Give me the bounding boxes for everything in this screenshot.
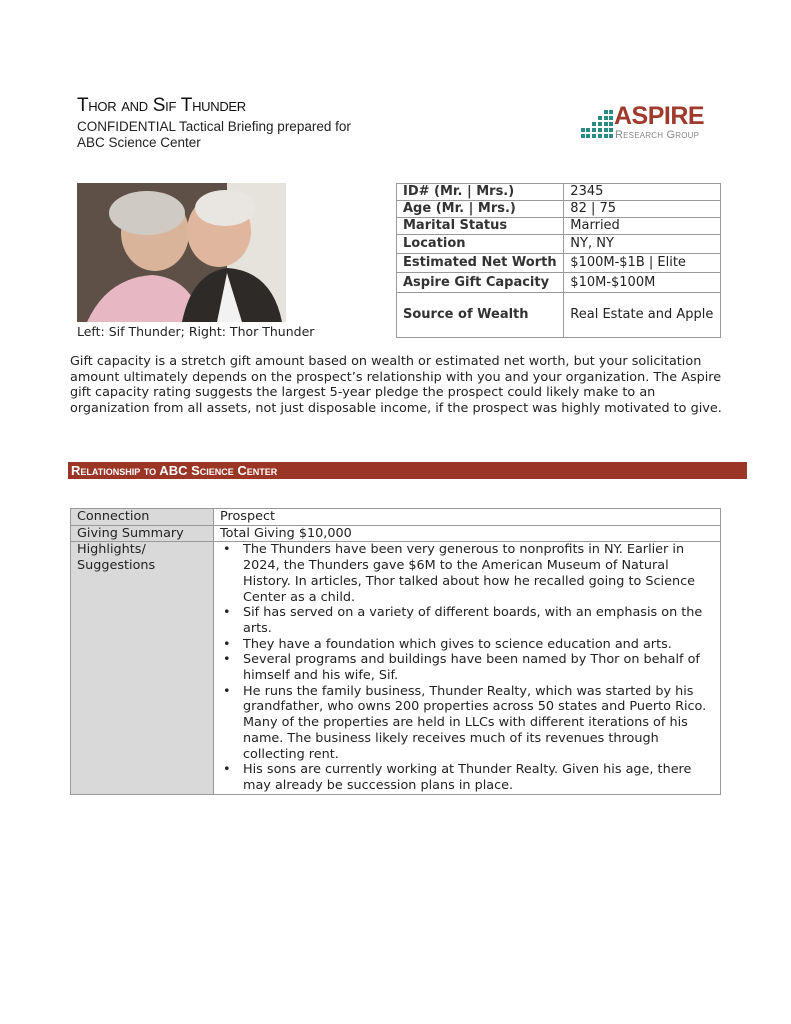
section-header: Relationship to ABC Science Center — [68, 462, 747, 479]
table-row — [397, 235, 721, 254]
photo-image — [77, 183, 286, 322]
table-row — [71, 509, 721, 526]
couple-photo — [77, 183, 286, 322]
row-value: NY, NY — [564, 235, 721, 254]
subtitle: CONFIDENTIAL Tactical Briefing prepared for — [77, 119, 351, 134]
table-row — [71, 525, 721, 542]
row-value: 2345 — [564, 184, 721, 201]
row-value: Total Giving $10,000 — [214, 525, 721, 542]
row-value: 82 | 75 — [564, 201, 721, 218]
table-row — [397, 254, 721, 273]
table-row — [397, 273, 721, 293]
profile-table — [396, 183, 721, 338]
gift-capacity-note: Gift capacity is a stretch gift amount based on wealth or estimated net worth, but your solicitation amount ultimately depends on the prospect’s relationship with you and your organization. The Aspire gift capacity rating suggests the largest 5-year pledge the prospect could likely make to an organization from all assets, not just disposable income, if the prospect was highly motivated to give. — [70, 354, 722, 416]
list-item: • He runs the family business, Thunder Realty, which was started by his grandfather, who owns 200 properties across 50 states and Puerto Rico. Many of the properties are held in LLCs with different iterations of his name. The business likely receives much of its revenues through collecting rent. — [220, 684, 714, 763]
row-value: $10M-$100M — [564, 273, 721, 293]
row-label: Location — [397, 235, 564, 254]
table-row — [71, 542, 721, 794]
row-label: ID# (Mr. | Mrs.) — [397, 184, 564, 201]
table-row — [397, 218, 721, 235]
relationship-table — [70, 508, 721, 795]
table-row — [397, 184, 721, 201]
row-label: Connection — [71, 509, 214, 526]
list-item: • Several programs and buildings have been named by Thor on behalf of himself and his wife, Sif. — [220, 652, 714, 683]
table-row — [397, 293, 721, 338]
logo-tagline: Research Group — [615, 129, 700, 141]
highlights-list — [220, 542, 714, 793]
list-item: • The Thunders have been very generous to nonprofits in NY. Earlier in 2024, the Thunders gave $6M to the American Museum of Natural History. In articles, Thor talked about how he recalled going to Science Center as a child. — [220, 542, 714, 605]
aspire-logo — [580, 104, 720, 144]
list-item: • His sons are currently working at Thunder Realty. Given his age, there may already be succession plans in place. — [220, 762, 714, 793]
list-item: • Sif has served on a variety of different boards, with an emphasis on the arts. — [220, 605, 714, 636]
logo-name: ASPIRE — [614, 102, 705, 130]
table-row — [397, 201, 721, 218]
prepared-for: ABC Science Center — [77, 135, 201, 150]
photo-caption: Left: Sif Thunder; Right: Thor Thunder — [77, 324, 315, 339]
row-label: Source of Wealth — [397, 293, 564, 338]
highlights-cell — [214, 542, 721, 794]
row-label: Highlights/ Suggestions — [71, 542, 214, 794]
bars-icon — [580, 108, 614, 140]
row-label: Estimated Net Worth — [397, 254, 564, 273]
row-value: Real Estate and Apple — [564, 293, 721, 338]
row-label: Age (Mr. | Mrs.) — [397, 201, 564, 218]
row-label: Aspire Gift Capacity — [397, 273, 564, 293]
row-value: Married — [564, 218, 721, 235]
row-label: Giving Summary — [71, 525, 214, 542]
page-title: Thor and Sif Thunder — [77, 95, 246, 116]
row-value: Prospect — [214, 509, 721, 526]
row-value: $100M-$1B | Elite — [564, 254, 721, 273]
list-item: • They have a foundation which gives to science education and arts. — [220, 637, 714, 653]
row-label: Marital Status — [397, 218, 564, 235]
